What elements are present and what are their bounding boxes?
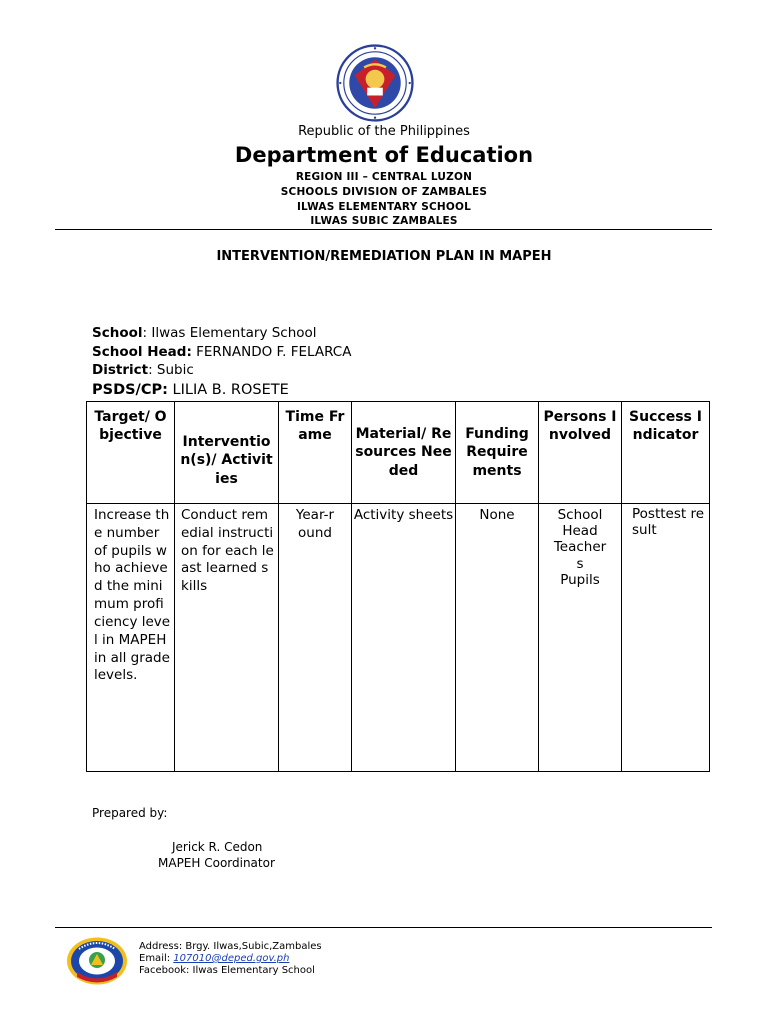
- header-indicator: Success Indicator: [622, 402, 710, 504]
- email-link[interactable]: 107010@deped.gov.ph: [173, 953, 290, 964]
- person-item: School Head: [557, 507, 603, 540]
- info-school-label: School: [92, 325, 143, 341]
- info-district-value: : Subic: [148, 362, 194, 378]
- header-divider: [55, 229, 712, 230]
- footer-address: Address: Brgy. Ilwas,Subic,Zambales: [139, 941, 322, 952]
- info-district: [92, 362, 194, 378]
- header-target: Target/ Objective: [87, 402, 175, 504]
- republic-heading: Republic of the Philippines: [298, 124, 470, 139]
- footer-facebook: Facebook: Ilwas Elementary School: [139, 965, 315, 976]
- deped-seal-icon: [336, 44, 414, 122]
- table-header-row: [87, 402, 710, 504]
- table-row: [87, 504, 710, 772]
- info-school-head: [92, 344, 351, 360]
- person-item: Teachers: [553, 539, 607, 572]
- header-activities: Interventio n(s)/ Activities: [175, 402, 279, 504]
- cell-funding: None: [456, 504, 539, 772]
- cell-persons: [539, 504, 622, 772]
- region-line: REGION III – CENTRAL LUZON: [295, 171, 473, 183]
- person-item: Pupils: [560, 571, 600, 588]
- info-psds-value: LILIA B. ROSETE: [167, 382, 289, 398]
- info-school: [92, 325, 317, 341]
- info-district-label: District: [92, 362, 149, 378]
- cell-materials: Activity sheets: [352, 504, 456, 772]
- address-line: ILWAS SUBIC ZAMBALES: [310, 215, 458, 227]
- footer-divider: [55, 927, 712, 928]
- cell-activities: Conduct remedial instruction for each least learned skills: [175, 504, 279, 772]
- info-psds-label: PSDS/CP:: [92, 382, 168, 398]
- school-line: ILWAS ELEMENTARY SCHOOL: [296, 201, 472, 213]
- header-funding: Funding Requirements: [456, 402, 539, 504]
- school-logo-icon: [66, 936, 128, 986]
- cell-time-frame: Year-round: [279, 504, 352, 772]
- prepared-by-label: Prepared by:: [92, 806, 168, 820]
- cell-indicator: Posttest result: [622, 504, 710, 772]
- header-persons: Persons Involved: [539, 402, 622, 504]
- footer-email: [139, 953, 289, 965]
- header-materials: Material/ Resources Needed: [352, 402, 456, 504]
- header-time-frame: Time Frame: [279, 402, 352, 504]
- info-psds: [92, 382, 289, 398]
- info-head-label: School Head:: [92, 344, 192, 360]
- division-line: SCHOOLS DIVISION OF ZAMBALES: [280, 186, 488, 198]
- info-school-value: : Ilwas Elementary School: [142, 325, 317, 341]
- plan-table: [86, 401, 710, 772]
- preparer-role: MAPEH Coordinator: [158, 856, 275, 870]
- cell-target: Increase the number of pupils who achieved the minimum proficiency level in MAPEH in all grade levels.: [87, 504, 175, 772]
- department-heading: Department of Education: [234, 143, 534, 167]
- info-head-value: FERNANDO F. FELARCA: [191, 344, 352, 360]
- footer-email-label: Email:: [139, 953, 174, 964]
- document-title: INTERVENTION/REMEDIATION PLAN IN MAPEH: [216, 249, 552, 264]
- preparer-name: Jerick R. Cedon: [172, 840, 263, 854]
